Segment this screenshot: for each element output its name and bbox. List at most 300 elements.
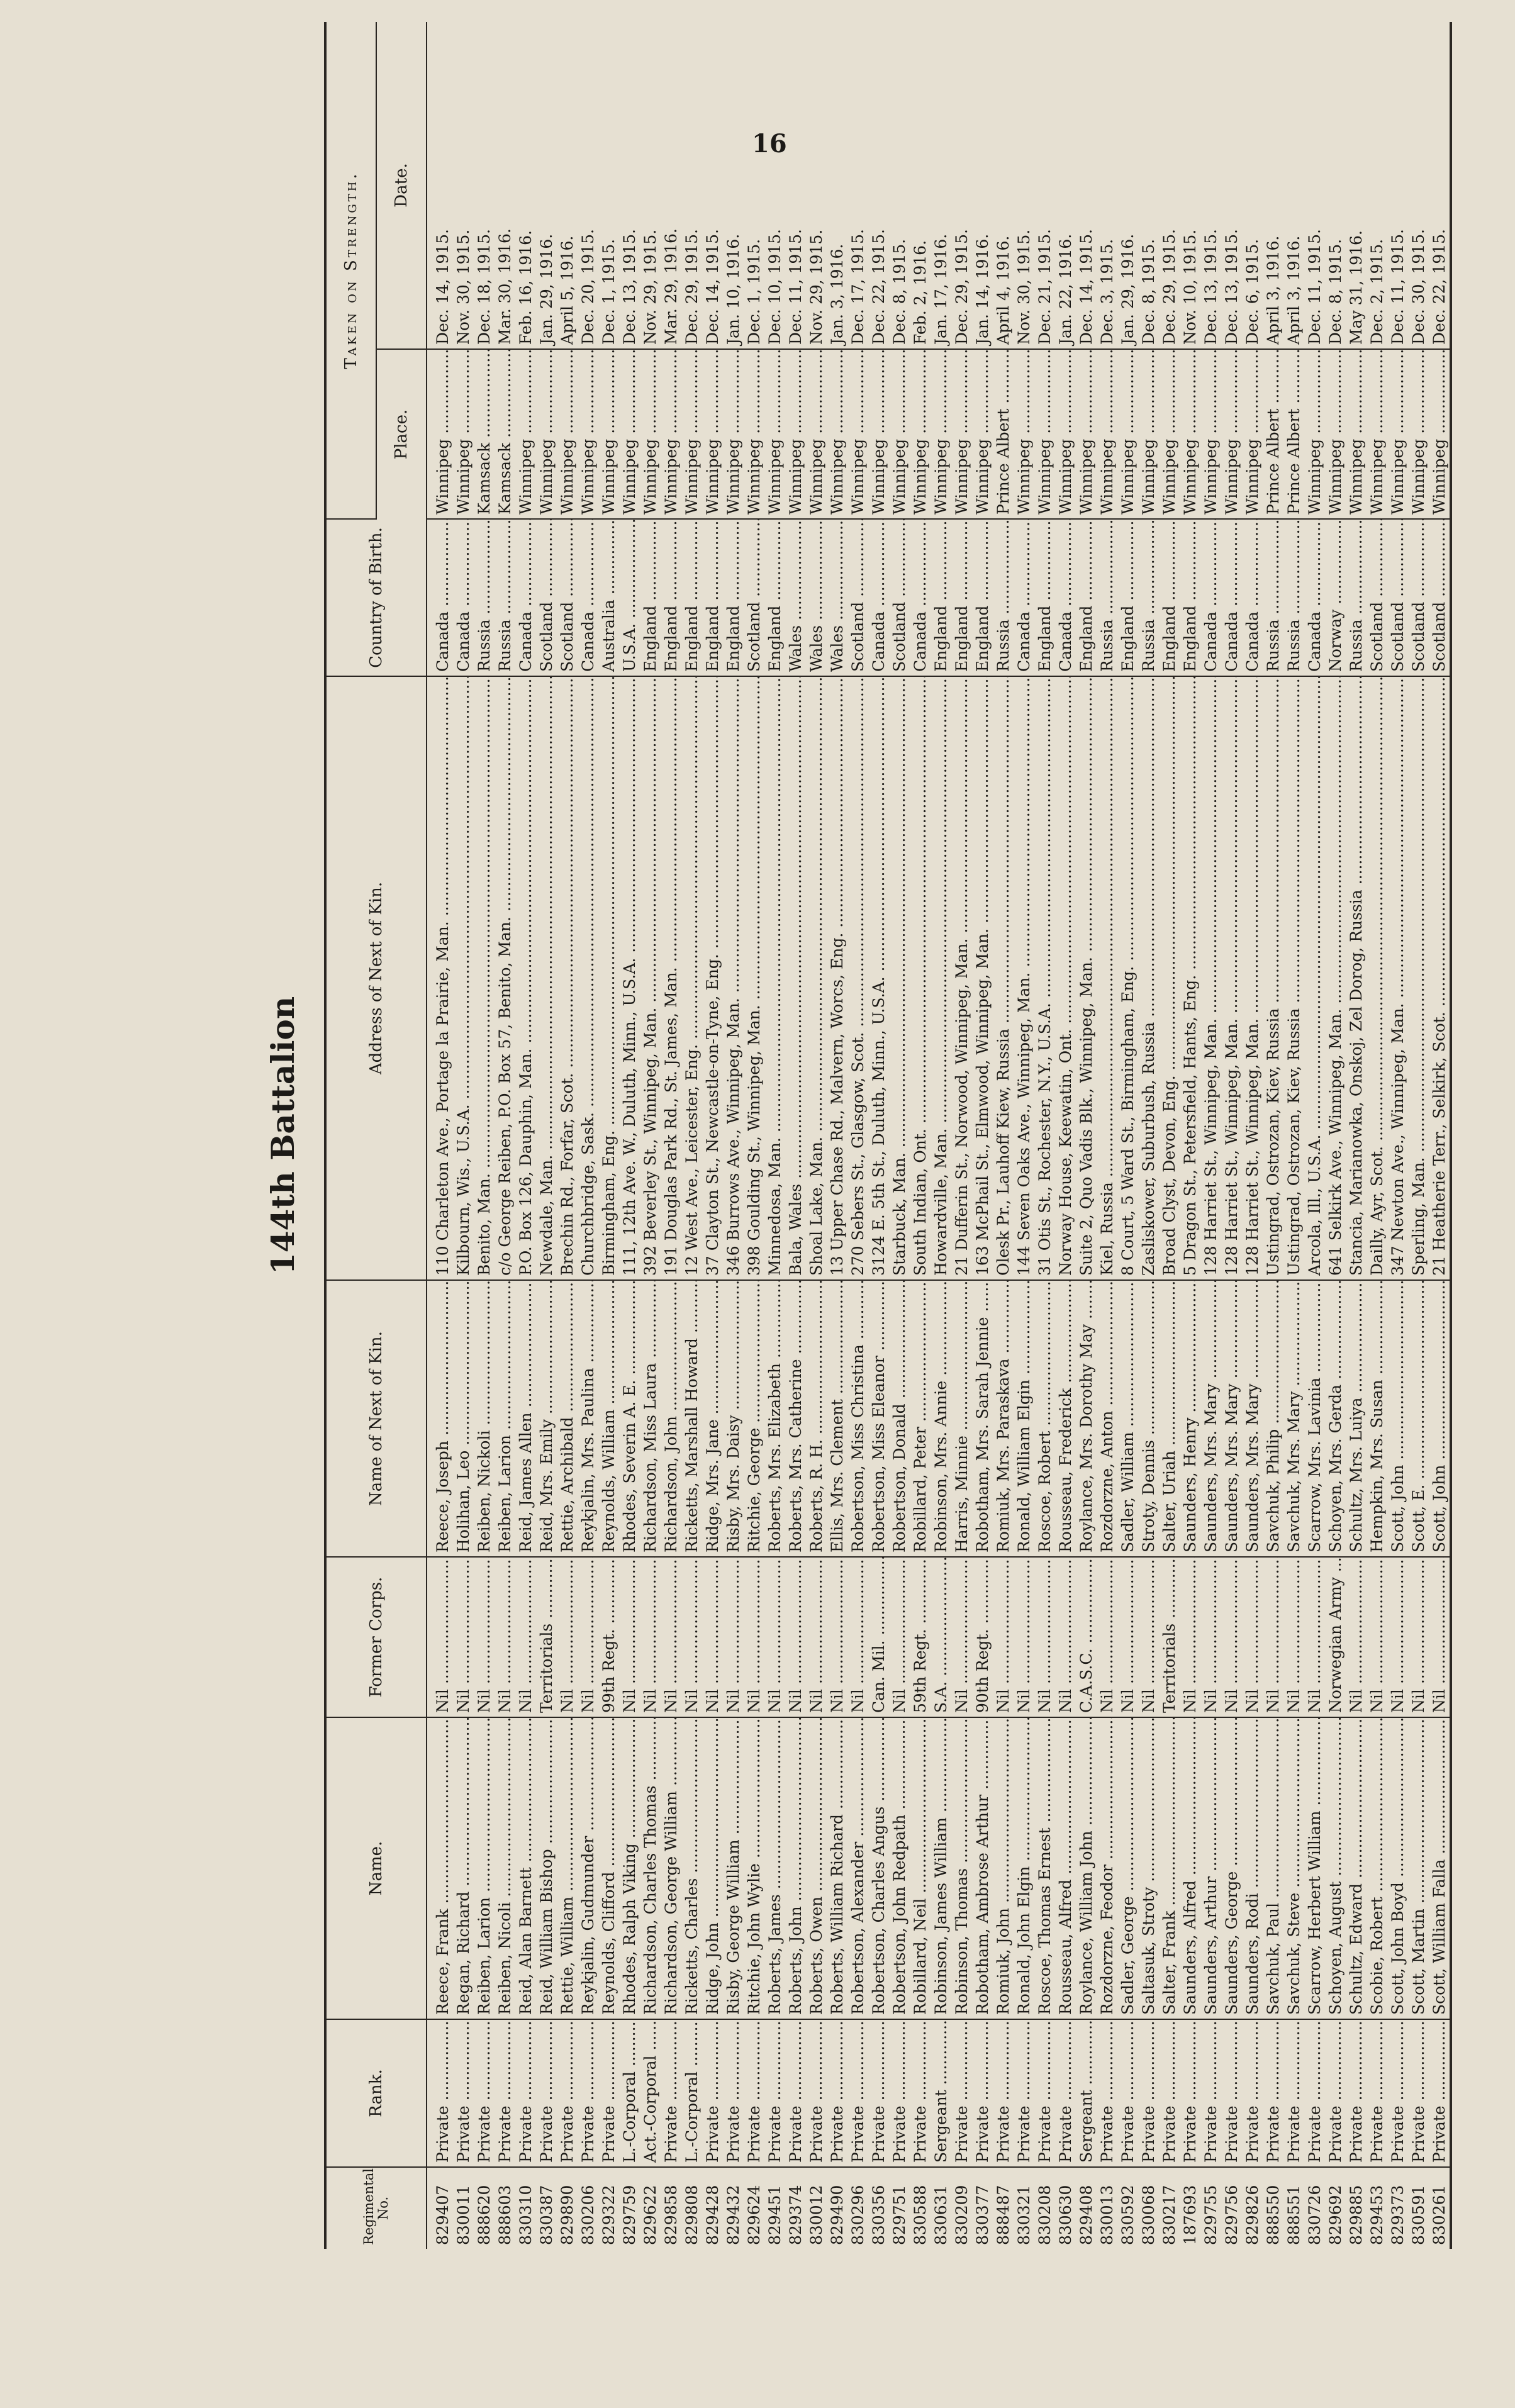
- regimental-no-cell: 830261: [1430, 2185, 1448, 2245]
- regimental-no-cell: 829622: [641, 2185, 659, 2245]
- next-of-kin-cell: Ritchie, George .....: [744, 1280, 764, 1557]
- date-cell: Dec. 11, 1915.: [1304, 22, 1325, 349]
- name-cell: Reynolds, Clifford .....: [598, 1717, 619, 2019]
- country-cell: Canada .....: [578, 519, 598, 676]
- table-row: [910, 22, 931, 2249]
- regimental-no-cell: 830591: [1409, 2185, 1428, 2245]
- address-cell: 128 Harriet St., Winnipeg, Man. .....: [1242, 676, 1263, 1280]
- country-cell: Canada .....: [1242, 519, 1263, 676]
- place-cell: Winnipeg .....: [702, 349, 723, 519]
- header-row-1: [325, 22, 376, 2249]
- regimental-no-cell: 830310: [517, 2185, 535, 2245]
- rank-cell: Sergeant .....: [1076, 2019, 1097, 2167]
- former-corps-cell: 99th Regt. .....: [598, 1557, 619, 1717]
- date-cell: Dec. 14, 1915.: [427, 22, 453, 349]
- address-cell: Sperling, Man. .....: [1408, 676, 1429, 1280]
- country-cell: Scotland .....: [1367, 519, 1387, 676]
- country-cell: Scotland .....: [847, 519, 868, 676]
- name-cell: Reid, Alan Barnett .....: [515, 1717, 536, 2019]
- table-row: [661, 22, 681, 2249]
- name-cell: Rousseau, Alfred .....: [1055, 1717, 1076, 2019]
- name-cell: Saunders, George .....: [1221, 1717, 1242, 2019]
- place-cell: Winnipeg .....: [1387, 349, 1408, 519]
- next-of-kin-cell: Robotham, Mrs. Sarah Jennie .....: [972, 1280, 993, 1557]
- place-cell: Winnipeg .....: [578, 349, 598, 519]
- next-of-kin-cell: Savchuk, Philip .....: [1263, 1280, 1283, 1557]
- header-next-of-kin: Name of Next of Kin.: [325, 1280, 427, 1557]
- next-of-kin-cell: Robinson, Mrs. Annie .....: [931, 1280, 951, 1557]
- address-cell: Benito, Man. .....: [474, 676, 495, 1280]
- former-corps-cell: Nil .....: [1117, 1557, 1138, 1717]
- place-cell: Winnipeg .....: [910, 349, 931, 519]
- date-cell: Dec. 17, 1915.: [847, 22, 868, 349]
- date-cell: Nov. 29, 1915.: [640, 22, 661, 349]
- next-of-kin-cell: Reiben, Nickoli .....: [474, 1280, 495, 1557]
- country-cell: England .....: [661, 519, 681, 676]
- next-of-kin-cell: Ridge, Mrs. Jane .....: [702, 1280, 723, 1557]
- place-cell: Winnipeg .....: [1221, 349, 1242, 519]
- former-corps-cell: Nil .....: [1014, 1557, 1034, 1717]
- date-cell: Feb. 16, 1916.: [515, 22, 536, 349]
- table-row: [640, 22, 661, 2249]
- regimental-no-cell: 830630: [1056, 2185, 1075, 2245]
- table-row: [1138, 22, 1159, 2249]
- table-row: [1304, 22, 1325, 2249]
- next-of-kin-cell: Saunders, Mrs. Mary .....: [1221, 1280, 1242, 1557]
- date-cell: Jan. 10, 1916.: [723, 22, 744, 349]
- address-cell: 346 Burrows Ave., Winnipeg, Man. .....: [723, 676, 744, 1280]
- former-corps-cell: Nil .....: [474, 1557, 495, 1717]
- name-cell: Reid, William Bishop .....: [536, 1717, 557, 2019]
- table-row: [427, 22, 453, 2249]
- former-corps-cell: Nil .....: [578, 1557, 598, 1717]
- former-corps-cell: Nil .....: [785, 1557, 806, 1717]
- regimental-no-cell: 829373: [1389, 2185, 1407, 2245]
- country-cell: England .....: [1034, 519, 1055, 676]
- place-cell: Winnipeg .....: [764, 349, 785, 519]
- rank-cell: Private .....: [1097, 2019, 1117, 2167]
- regimental-no-cell: 829759: [620, 2185, 639, 2245]
- country-cell: England .....: [702, 519, 723, 676]
- former-corps-cell: Nil .....: [1097, 1557, 1117, 1717]
- country-cell: Wales .....: [827, 519, 847, 676]
- regimental-no-cell: 830011: [454, 2185, 472, 2245]
- place-cell: Prince Albert .....: [993, 349, 1014, 519]
- address-cell: Newdale, Man. .....: [536, 676, 557, 1280]
- date-cell: Dec. 8, 1915.: [1138, 22, 1159, 349]
- regimental-no-cell: 829858: [662, 2185, 680, 2245]
- name-cell: Scott, William Falla .....: [1429, 1717, 1451, 2019]
- table-row: [1055, 22, 1076, 2249]
- rank-cell: Private .....: [1159, 2019, 1180, 2167]
- date-cell: Dec. 1, 1915.: [744, 22, 764, 349]
- country-cell: Scotland .....: [1429, 519, 1451, 676]
- table-row: [557, 22, 578, 2249]
- address-cell: Olesk Pr., Lauhoff Kiew, Russia .....: [993, 676, 1014, 1280]
- place-cell: Winnipeg .....: [515, 349, 536, 519]
- nominal-roll-table: [324, 22, 1452, 2249]
- address-cell: Starbuck, Man. .....: [889, 676, 910, 1280]
- name-cell: Roberts, William Richard .....: [827, 1717, 847, 2019]
- regimental-no-cell: 829490: [828, 2185, 846, 2245]
- rank-cell: Private .....: [1242, 2019, 1263, 2167]
- country-cell: Scotland .....: [744, 519, 764, 676]
- country-cell: England .....: [972, 519, 993, 676]
- rank-cell: Private .....: [1346, 2019, 1367, 2167]
- table-row: [889, 22, 910, 2249]
- next-of-kin-cell: Scott, John .....: [1429, 1280, 1451, 1557]
- next-of-kin-cell: Roberts, Mrs. Catherine .....: [785, 1280, 806, 1557]
- former-corps-cell: Nil .....: [951, 1557, 972, 1717]
- former-corps-cell: Territorials .....: [1159, 1557, 1180, 1717]
- place-cell: Winnipeg .....: [847, 349, 868, 519]
- header-former-corps: Former Corps.: [325, 1557, 427, 1717]
- place-cell: Winnipeg .....: [661, 349, 681, 519]
- regimental-no-cell: 829756: [1222, 2185, 1241, 2245]
- former-corps-cell: S.A. .....: [931, 1557, 951, 1717]
- former-corps-cell: Nil .....: [557, 1557, 578, 1717]
- former-corps-cell: Territorials .....: [536, 1557, 557, 1717]
- country-cell: England .....: [723, 519, 744, 676]
- country-cell: England .....: [931, 519, 951, 676]
- rank-cell: Private .....: [1387, 2019, 1408, 2167]
- country-cell: England .....: [1076, 519, 1097, 676]
- date-cell: April 4, 1916.: [993, 22, 1014, 349]
- date-cell: Dec. 14, 1915.: [1076, 22, 1097, 349]
- former-corps-cell: Nil .....: [1263, 1557, 1283, 1717]
- table-row: [1367, 22, 1387, 2249]
- place-cell: Winnipeg .....: [1242, 349, 1263, 519]
- rank-cell: Private .....: [1117, 2019, 1138, 2167]
- regimental-no-cell: 187693: [1181, 2185, 1199, 2245]
- next-of-kin-cell: Schultz, Mrs. Luiya .....: [1346, 1280, 1367, 1557]
- table-row: [1200, 22, 1221, 2249]
- name-cell: Roylance, William John .....: [1076, 1717, 1097, 2019]
- rank-cell: Private .....: [785, 2019, 806, 2167]
- date-cell: Feb. 2, 1916.: [910, 22, 931, 349]
- header-name: Name.: [325, 1717, 427, 2019]
- country-cell: Norway .....: [1325, 519, 1346, 676]
- country-cell: Russia .....: [993, 519, 1014, 676]
- place-cell: Winnipeg .....: [598, 349, 619, 519]
- name-cell: Robertson, Alexander .....: [847, 1717, 868, 2019]
- name-cell: Sadler, George .....: [1117, 1717, 1138, 2019]
- country-cell: Russia .....: [1263, 519, 1283, 676]
- address-cell: 128 Harriet St., Winnipeg, Man. .....: [1200, 676, 1221, 1280]
- country-cell: Russia .....: [474, 519, 495, 676]
- former-corps-cell: Nil .....: [1221, 1557, 1242, 1717]
- country-cell: Scotland .....: [536, 519, 557, 676]
- rank-cell: Private .....: [474, 2019, 495, 2167]
- name-cell: Robotham, Ambrose Arthur .....: [972, 1717, 993, 2019]
- country-cell: England .....: [764, 519, 785, 676]
- place-cell: Winnipeg .....: [619, 349, 640, 519]
- regimental-no-cell: 829890: [558, 2185, 576, 2245]
- address-cell: 347 Newton Ave., Winnipeg, Man. .....: [1387, 676, 1408, 1280]
- former-corps-cell: Nil .....: [1138, 1557, 1159, 1717]
- rank-cell: L.-Corporal .....: [681, 2019, 702, 2167]
- regimental-no-cell: 830377: [973, 2185, 992, 2245]
- address-cell: Zasliskower, Suburbush, Russia .....: [1138, 676, 1159, 1280]
- date-cell: Jan. 14, 1916.: [972, 22, 993, 349]
- next-of-kin-cell: Roberts, R. H. .....: [806, 1280, 827, 1557]
- rank-cell: Private .....: [702, 2019, 723, 2167]
- address-cell: 398 Goulding St., Winnipeg, Man. .....: [744, 676, 764, 1280]
- header-place: Place.: [376, 349, 427, 519]
- former-corps-cell: Nil .....: [453, 1557, 474, 1717]
- next-of-kin-cell: Schoyen, Mrs. Gerda .....: [1325, 1280, 1346, 1557]
- table-row: [474, 22, 495, 2249]
- address-cell: Stancia, Marianowka, Onskoj, Zel Dorog, Russia .....: [1346, 676, 1367, 1280]
- table-row: [619, 22, 640, 2249]
- date-cell: Mar. 29, 1916.: [661, 22, 681, 349]
- date-cell: Dec. 13, 1915.: [1200, 22, 1221, 349]
- name-cell: Robertson, John Redpath .....: [889, 1717, 910, 2019]
- former-corps-cell: Nil .....: [1055, 1557, 1076, 1717]
- address-cell: c/o George Reiben, P.O. Box 57, Benito, Man. .....: [495, 676, 515, 1280]
- rank-cell: Private .....: [1200, 2019, 1221, 2167]
- date-cell: Dec. 13, 1915.: [1221, 22, 1242, 349]
- regimental-no-cell: 830208: [1036, 2185, 1054, 2245]
- regimental-no-cell: 829692: [1326, 2185, 1344, 2245]
- regimental-no-cell: 888620: [475, 2185, 493, 2245]
- regimental-no-cell: 830296: [849, 2185, 867, 2245]
- next-of-kin-cell: Roscoe, Robert .....: [1034, 1280, 1055, 1557]
- regimental-no-cell: 830592: [1119, 2185, 1137, 2245]
- name-cell: Scarrow, Herbert William .....: [1304, 1717, 1325, 2019]
- place-cell: Winnipeg .....: [744, 349, 764, 519]
- name-cell: Saltasuk, Stroty .....: [1138, 1717, 1159, 2019]
- name-cell: Schoyen, August .....: [1325, 1717, 1346, 2019]
- header-address: Address of Next of Kin.: [325, 676, 427, 1280]
- former-corps-cell: Nil .....: [1387, 1557, 1408, 1717]
- name-cell: Roberts, Owen .....: [806, 1717, 827, 2019]
- former-corps-cell: Nil .....: [1283, 1557, 1304, 1717]
- date-cell: Dec. 29, 1915.: [1159, 22, 1180, 349]
- next-of-kin-cell: Reykjalin, Mrs. Paulina .....: [578, 1280, 598, 1557]
- place-cell: Winnipeg .....: [1367, 349, 1387, 519]
- rank-cell: Private .....: [806, 2019, 827, 2167]
- country-cell: Canada .....: [515, 519, 536, 676]
- date-cell: April 5, 1916.: [557, 22, 578, 349]
- name-cell: Rozdorzne, Feodor .....: [1097, 1717, 1117, 2019]
- next-of-kin-cell: Reynolds, William .....: [598, 1280, 619, 1557]
- table-row: [1325, 22, 1346, 2249]
- name-cell: Saunders, Arthur .....: [1200, 1717, 1221, 2019]
- regimental-no-cell: 830217: [1160, 2185, 1178, 2245]
- regimental-no-cell: 829826: [1243, 2185, 1261, 2245]
- date-cell: Nov. 29, 1915.: [806, 22, 827, 349]
- regimental-no-cell: 830013: [1098, 2185, 1116, 2245]
- table-row: [1097, 22, 1117, 2249]
- table-row: [993, 22, 1014, 2249]
- table-row: [598, 22, 619, 2249]
- table-row: [972, 22, 993, 2249]
- table-row: [744, 22, 764, 2249]
- address-cell: 144 Seven Oaks Ave., Winnipeg, Man. .....: [1014, 676, 1034, 1280]
- country-cell: Canada .....: [1200, 519, 1221, 676]
- country-cell: England .....: [1117, 519, 1138, 676]
- country-cell: England .....: [1159, 519, 1180, 676]
- next-of-kin-cell: Roberts, Mrs. Elizabeth .....: [764, 1280, 785, 1557]
- table-row: [702, 22, 723, 2249]
- next-of-kin-cell: Robertson, Miss Eleanor .....: [868, 1280, 889, 1557]
- place-cell: Winnipeg .....: [1117, 349, 1138, 519]
- address-cell: Dailly, Ayr, Scot. .....: [1367, 676, 1387, 1280]
- regimental-no-cell: 888487: [994, 2185, 1012, 2245]
- rank-cell: Private .....: [1055, 2019, 1076, 2167]
- address-cell: Kilbourn, Wis., U.S.A. .....: [453, 676, 474, 1280]
- place-cell: Winnipeg .....: [453, 349, 474, 519]
- former-corps-cell: Nil .....: [1180, 1557, 1200, 1717]
- date-cell: Dec. 30, 1915.: [1408, 22, 1429, 349]
- regimental-no-cell: 830012: [807, 2185, 825, 2245]
- date-cell: Dec. 11, 1915.: [785, 22, 806, 349]
- country-cell: U.S.A. .....: [619, 519, 640, 676]
- name-cell: Savchuk, Paul .....: [1263, 1717, 1283, 2019]
- regimental-no-cell: 829451: [766, 2185, 784, 2245]
- rank-cell: Private .....: [910, 2019, 931, 2167]
- address-cell: Suite 2, Quo Vadis Blk., Winnipeg, Man. .....: [1076, 676, 1097, 1280]
- country-cell: Wales .....: [806, 519, 827, 676]
- next-of-kin-cell: Reid, Mrs. Emily .....: [536, 1280, 557, 1557]
- place-cell: Winnipeg .....: [640, 349, 661, 519]
- address-cell: 3124 E. 5th St., Duluth, Minn., U.S.A. .....: [868, 676, 889, 1280]
- date-cell: Dec. 6, 1915.: [1242, 22, 1263, 349]
- rank-cell: Private .....: [1263, 2019, 1283, 2167]
- country-cell: Russia .....: [1097, 519, 1117, 676]
- address-cell: 128 Harriet St., Winnipeg, Man. .....: [1221, 676, 1242, 1280]
- address-cell: 5 Dragon St., Petersfield, Hants, Eng. .....: [1180, 676, 1200, 1280]
- regimental-no-cell: 829428: [703, 2185, 722, 2245]
- date-cell: Nov. 30, 1915.: [453, 22, 474, 349]
- rank-cell: Private .....: [453, 2019, 474, 2167]
- date-cell: Mar. 30, 1916.: [495, 22, 515, 349]
- place-cell: Winnipeg .....: [785, 349, 806, 519]
- regimental-no-cell: 829408: [1077, 2185, 1095, 2245]
- rank-cell: Private .....: [1325, 2019, 1346, 2167]
- roll-body: [427, 22, 1451, 2249]
- rank-cell: Private .....: [1304, 2019, 1325, 2167]
- rank-cell: Private .....: [1429, 2019, 1451, 2167]
- address-cell: 12 West Ave., Leicester, Eng. .....: [681, 676, 702, 1280]
- country-cell: Canada .....: [453, 519, 474, 676]
- name-cell: Roberts, John .....: [785, 1717, 806, 2019]
- former-corps-cell: Nil .....: [827, 1557, 847, 1717]
- former-corps-cell: 59th Regt. .....: [910, 1557, 931, 1717]
- place-cell: Winnipeg .....: [1097, 349, 1117, 519]
- next-of-kin-cell: Scott, John .....: [1387, 1280, 1408, 1557]
- next-of-kin-cell: Holihan, Leo .....: [453, 1280, 474, 1557]
- country-cell: England .....: [681, 519, 702, 676]
- name-cell: Roberts, James .....: [764, 1717, 785, 2019]
- name-cell: Reykjalin, Gudmunder .....: [578, 1717, 598, 2019]
- name-cell: Saunders, Rodi .....: [1242, 1717, 1263, 2019]
- address-cell: Minnedosa, Man. .....: [764, 676, 785, 1280]
- address-cell: 110 Charleton Ave., Portage la Prairie, Man. .....: [427, 676, 453, 1280]
- rank-cell: Act.-Corporal .....: [640, 2019, 661, 2167]
- next-of-kin-cell: Salter, Uriah .....: [1159, 1280, 1180, 1557]
- name-cell: Reece, Frank .....: [427, 1717, 453, 2019]
- former-corps-cell: Nil .....: [723, 1557, 744, 1717]
- name-cell: Scobie, Robert .....: [1367, 1717, 1387, 2019]
- name-cell: Roscoe, Thomas Ernest .....: [1034, 1717, 1055, 2019]
- place-cell: Winnipeg .....: [1346, 349, 1367, 519]
- former-corps-cell: Nil .....: [1034, 1557, 1055, 1717]
- table-row: [1283, 22, 1304, 2249]
- table-row: [1242, 22, 1263, 2249]
- date-cell: Dec. 8, 1915.: [1325, 22, 1346, 349]
- address-cell: 191 Douglas Park Rd., St. James, Man. .....: [661, 676, 681, 1280]
- table-row: [847, 22, 868, 2249]
- address-cell: Howardville, Man. .....: [931, 676, 951, 1280]
- former-corps-cell: Nil .....: [427, 1557, 453, 1717]
- place-cell: Winnipeg .....: [1055, 349, 1076, 519]
- table-row: [1263, 22, 1283, 2249]
- place-cell: Winnipeg .....: [427, 349, 453, 519]
- place-cell: Winnipeg .....: [951, 349, 972, 519]
- regimental-no-cell: 829374: [786, 2185, 805, 2245]
- name-cell: Robillard, Neil .....: [910, 1717, 931, 2019]
- next-of-kin-cell: Robillard, Peter .....: [910, 1280, 931, 1557]
- country-cell: Russia .....: [1138, 519, 1159, 676]
- date-cell: Jan. 17, 1916.: [931, 22, 951, 349]
- next-of-kin-cell: Robertson, Miss Christina .....: [847, 1280, 868, 1557]
- rank-cell: Private .....: [427, 2019, 453, 2167]
- date-cell: Dec. 22, 1915.: [868, 22, 889, 349]
- date-cell: Dec. 11, 1915.: [1387, 22, 1408, 349]
- former-corps-cell: Nil .....: [1367, 1557, 1387, 1717]
- former-corps-cell: Nil .....: [619, 1557, 640, 1717]
- address-cell: Ustingrad, Ostrozan, Kiev, Russia .....: [1263, 676, 1283, 1280]
- rank-cell: Private .....: [495, 2019, 515, 2167]
- address-cell: Broad Clyst, Devon, Eng. .....: [1159, 676, 1180, 1280]
- place-cell: Winnipeg .....: [1180, 349, 1200, 519]
- regimental-no-cell: 888551: [1285, 2185, 1303, 2245]
- table-row: [1034, 22, 1055, 2249]
- rank-cell: Private .....: [1367, 2019, 1387, 2167]
- next-of-kin-cell: Rousseau, Frederick .....: [1055, 1280, 1076, 1557]
- table-row: [951, 22, 972, 2249]
- table-row: [681, 22, 702, 2249]
- next-of-kin-cell: Savchuk, Mrs. Mary .....: [1283, 1280, 1304, 1557]
- name-cell: Reiben, Larion .....: [474, 1717, 495, 2019]
- rank-cell: Private .....: [1034, 2019, 1055, 2167]
- date-cell: Dec. 13, 1915.: [619, 22, 640, 349]
- date-cell: Jan. 3, 1916.: [827, 22, 847, 349]
- header-taken-on-strength: Taken on Strength.: [325, 22, 376, 519]
- name-cell: Salter, Frank .....: [1159, 1717, 1180, 2019]
- place-cell: Prince Albert .....: [1283, 349, 1304, 519]
- next-of-kin-cell: Richardson, John .....: [661, 1280, 681, 1557]
- name-cell: Rettie, William .....: [557, 1717, 578, 2019]
- country-cell: Scotland .....: [1387, 519, 1408, 676]
- address-cell: 21 Dufferin St., Norwood, Winnipeg, Man. .....: [951, 676, 972, 1280]
- table-row: [827, 22, 847, 2249]
- place-cell: Kamsack .....: [495, 349, 515, 519]
- regimental-no-cell: 830356: [869, 2185, 888, 2245]
- country-cell: Canada .....: [1304, 519, 1325, 676]
- former-corps-cell: Nil .....: [515, 1557, 536, 1717]
- next-of-kin-cell: Rozdorzne, Anton .....: [1097, 1280, 1117, 1557]
- date-cell: Dec. 29, 1915.: [681, 22, 702, 349]
- name-cell: Regan, Richard .....: [453, 1717, 474, 2019]
- regimental-no-cell: 829755: [1202, 2185, 1220, 2245]
- rank-cell: Private .....: [536, 2019, 557, 2167]
- name-cell: Reiben, Nicoli .....: [495, 1717, 515, 2019]
- former-corps-cell: Nil .....: [889, 1557, 910, 1717]
- header-date: Date.: [376, 22, 427, 349]
